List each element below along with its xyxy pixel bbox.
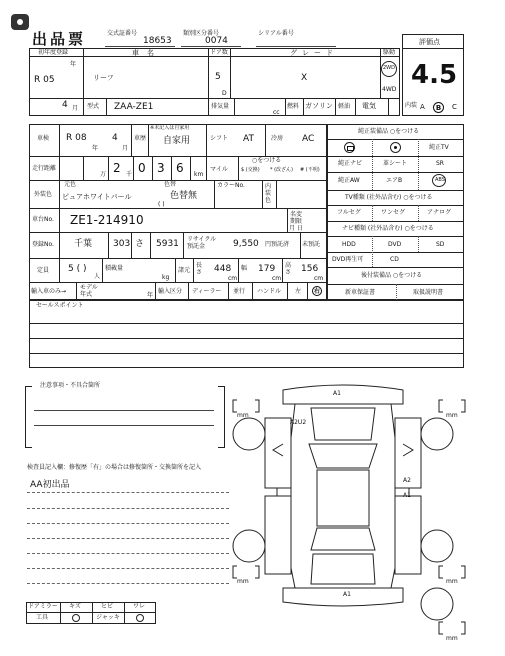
- abs: ABS: [435, 177, 445, 183]
- manual: 取扱説明書: [413, 289, 444, 296]
- legend-h1: キズ: [69, 603, 81, 610]
- doors: 5: [215, 72, 221, 82]
- dvd: DVD: [388, 241, 402, 248]
- color-paren: ( ): [158, 201, 165, 208]
- displacement-label: 排気量: [211, 103, 230, 110]
- legend-h3: ワレ: [133, 603, 146, 610]
- legend-ok-icon-2: [136, 614, 144, 622]
- mileage-digit-1: 0: [138, 161, 146, 175]
- orig-color: ピュアホワイトパール: [62, 193, 132, 201]
- genuine-aw: 純正AW: [338, 177, 360, 184]
- drive-2wd: 2WD: [383, 65, 395, 71]
- tv-type-label: TV種類 (社外品含む) ○をつける: [345, 194, 433, 201]
- width: 179: [258, 264, 276, 274]
- import-dealer: ディーラー: [192, 288, 222, 295]
- mm-rear-right: mm: [446, 578, 458, 585]
- usage-note: ※未記入は自家用: [150, 125, 190, 131]
- legend-r2: ジャッキ: [96, 614, 120, 621]
- vi-month-suffix: 月: [122, 145, 129, 152]
- chassis: ZE1-214910: [70, 213, 144, 227]
- length: 448: [214, 264, 232, 274]
- reg-kana: さ: [135, 239, 145, 249]
- drive-4wd: 4WD: [382, 86, 397, 93]
- damage-label-front: A1: [333, 390, 341, 397]
- cc-unit: cc: [273, 109, 280, 116]
- damage-label-a1-right: A1: [403, 492, 411, 499]
- year-label: 年: [70, 61, 77, 68]
- recycle: 9,550: [233, 239, 259, 249]
- mile-unit: マイル: [210, 166, 228, 173]
- handle-label: ハンドル: [257, 288, 282, 295]
- model-label: 型式: [87, 103, 100, 110]
- model-year-unit: 年: [147, 292, 154, 299]
- orig-color-label: 元色: [64, 181, 77, 188]
- import-label: 輸入車のみ→: [31, 288, 67, 295]
- load-label: 積載量: [105, 265, 124, 272]
- name-change-date: 月 日: [289, 225, 303, 232]
- capacity-unit: 人: [94, 273, 101, 280]
- mileage-digit-3: 6: [176, 161, 184, 175]
- color-change: 色替無: [170, 191, 198, 201]
- handwritten-note: AA初出品: [30, 480, 70, 490]
- thousand-unit: 千: [126, 171, 133, 178]
- door-suffix: D: [222, 90, 227, 97]
- color-label: 色替: [164, 181, 177, 188]
- page-title: 出品票: [32, 30, 87, 48]
- not-deposited: 未預託: [302, 241, 321, 248]
- shift: AT: [243, 134, 254, 144]
- new-warranty: 新車保証書: [345, 289, 376, 296]
- interior-a: A: [420, 103, 425, 111]
- rating-value: 4.5: [411, 60, 458, 90]
- car-name: リーフ: [93, 74, 114, 82]
- circle-note: ○をつける: [252, 157, 282, 164]
- navi-type-label: ナビ種類 (社外品含む) ○をつける: [342, 225, 434, 232]
- analog: アナログ: [427, 209, 452, 216]
- mileage-digit-2: 3: [157, 161, 165, 175]
- doors-label: ドア数: [210, 49, 228, 56]
- sales-point-label: セールスポイント: [36, 302, 84, 309]
- mm-front-left: mm: [237, 412, 249, 419]
- rating-label: 評価点: [419, 38, 440, 46]
- interior-label: 内装: [405, 102, 418, 109]
- dims-label: 諸元: [178, 267, 191, 274]
- interior-color-label: 内装色: [265, 183, 272, 204]
- meter-unknown: # (不明): [300, 167, 320, 173]
- app-badge-icon: [11, 14, 29, 30]
- capacity: 5 ( ): [68, 264, 87, 274]
- interior-b-circle: B: [433, 102, 444, 113]
- color-no-label: カラーNo.: [217, 182, 245, 189]
- reg-class: 303: [113, 239, 131, 249]
- grade: X: [301, 73, 308, 83]
- genuine-label: 純正装備品 ○をつける: [358, 128, 420, 135]
- inspection-no: 18653: [143, 36, 172, 46]
- length-cm: cm: [228, 275, 238, 282]
- serial-label: シリアル番号: [258, 30, 294, 37]
- reg-num: 5931: [156, 239, 179, 249]
- recycle-label: リサイクル預託金: [187, 236, 217, 250]
- cd: CD: [390, 256, 399, 263]
- genuine-navi: 純正ナビ: [338, 160, 363, 167]
- import-parallel: 並行: [233, 288, 246, 295]
- fuel-elec: 電気: [362, 102, 376, 110]
- damage-label-a2: A2: [403, 477, 411, 484]
- sunroof-icon: [344, 142, 355, 153]
- interior-c: C: [452, 103, 457, 111]
- kg-unit: kg: [162, 274, 170, 281]
- damage-label-rear: A1: [343, 591, 351, 598]
- type-category-label: 類別区分番号: [183, 30, 220, 37]
- legend-r0: 工具: [36, 614, 49, 621]
- car-damage-diagram: [225, 378, 475, 648]
- airbag: エアB: [386, 177, 403, 184]
- damage-label-a2u2: A2U2: [290, 419, 307, 426]
- sd: SD: [436, 241, 445, 248]
- oneseg: ワンセグ: [381, 209, 406, 216]
- inspector-note: 検査員記入欄：修復歴「有」の場合は修復箇所・交換箇所を記入: [27, 464, 202, 471]
- legend-ok-icon-1: [72, 614, 80, 622]
- chassis-label: 車台No.: [32, 216, 54, 223]
- recycle-suffix: 円預託済: [265, 241, 290, 248]
- meter-exchange: $ (交換): [241, 167, 260, 173]
- reg-no-label: 登録No.: [32, 241, 54, 248]
- car-name-label: 車名: [132, 49, 162, 57]
- fuel-label: 燃料: [287, 103, 300, 110]
- grade-label: グレード: [290, 49, 338, 57]
- inspection-no-label: 交式証番号: [107, 30, 138, 37]
- mileage-label: 走行距離: [32, 165, 57, 172]
- usage: 自家用: [163, 136, 191, 146]
- ac-label: 冷房: [271, 135, 284, 142]
- sr: SR: [436, 160, 444, 167]
- length-label: 長さ: [196, 262, 203, 276]
- fullseg: フルセグ: [337, 209, 361, 216]
- leather-seat: 革シート: [383, 160, 408, 167]
- name-change-label: 名変期限: [290, 211, 303, 225]
- first-reg-label: 初年度登録: [38, 49, 69, 56]
- usage-label: 車歴: [134, 135, 147, 142]
- vi-year: R 08: [66, 133, 87, 143]
- handle-right-circle: 右: [313, 288, 320, 295]
- capacity-label: 定員: [37, 267, 50, 274]
- handle-left: 左: [295, 288, 302, 295]
- shift-label: シフト: [210, 135, 229, 142]
- mileage-man: 2: [113, 161, 121, 175]
- km-unit: km: [194, 171, 204, 178]
- meter-tamper: * (改ざん): [270, 167, 293, 173]
- mm-front-right: mm: [446, 412, 458, 419]
- vi-year-suffix: 年: [92, 145, 99, 152]
- first-reg-year: R 05: [34, 75, 55, 85]
- alloy-wheel-icon: [390, 142, 401, 153]
- legend-h0: ドアミラー: [28, 603, 58, 610]
- dvd-play: DVD再生可: [332, 256, 364, 263]
- fuel-gas: ガソリン: [305, 102, 333, 110]
- fuel-light: 軽油: [338, 103, 351, 110]
- ext-color-label: 外装色: [34, 191, 53, 198]
- width-cm: cm: [272, 275, 282, 282]
- mm-rear-left: mm: [237, 578, 249, 585]
- height-label: 高さ: [285, 262, 292, 276]
- height: 156: [301, 264, 319, 274]
- import-type-label: 輸入区分: [158, 288, 183, 295]
- reg-area: 千葉: [74, 239, 93, 249]
- type-category: 0074: [205, 36, 228, 46]
- vehicle-inspection-label: 車検: [37, 135, 50, 142]
- first-reg-month: 4: [62, 100, 68, 110]
- ac: AC: [302, 134, 315, 144]
- height-cm: cm: [314, 275, 324, 282]
- drive-label: 駆動: [383, 49, 396, 56]
- aftermarket-label: 後付装備品 ○をつける: [361, 272, 423, 279]
- mm-spare: mm: [446, 635, 458, 642]
- model: ZAA-ZE1: [114, 102, 154, 112]
- model-year-label: モデル年式: [80, 284, 98, 298]
- hdd: HDD: [342, 241, 356, 248]
- legend-h2: ヒビ: [101, 603, 114, 610]
- genuine-tv: 純正TV: [429, 144, 449, 151]
- month-label: 月: [72, 105, 79, 112]
- vi-month: 4: [112, 133, 118, 143]
- abs-circle: [432, 174, 446, 187]
- width-label: 幅: [241, 265, 248, 272]
- man-unit: 万: [100, 171, 107, 178]
- attention-label: 注意事項・不具合箇所: [40, 382, 101, 389]
